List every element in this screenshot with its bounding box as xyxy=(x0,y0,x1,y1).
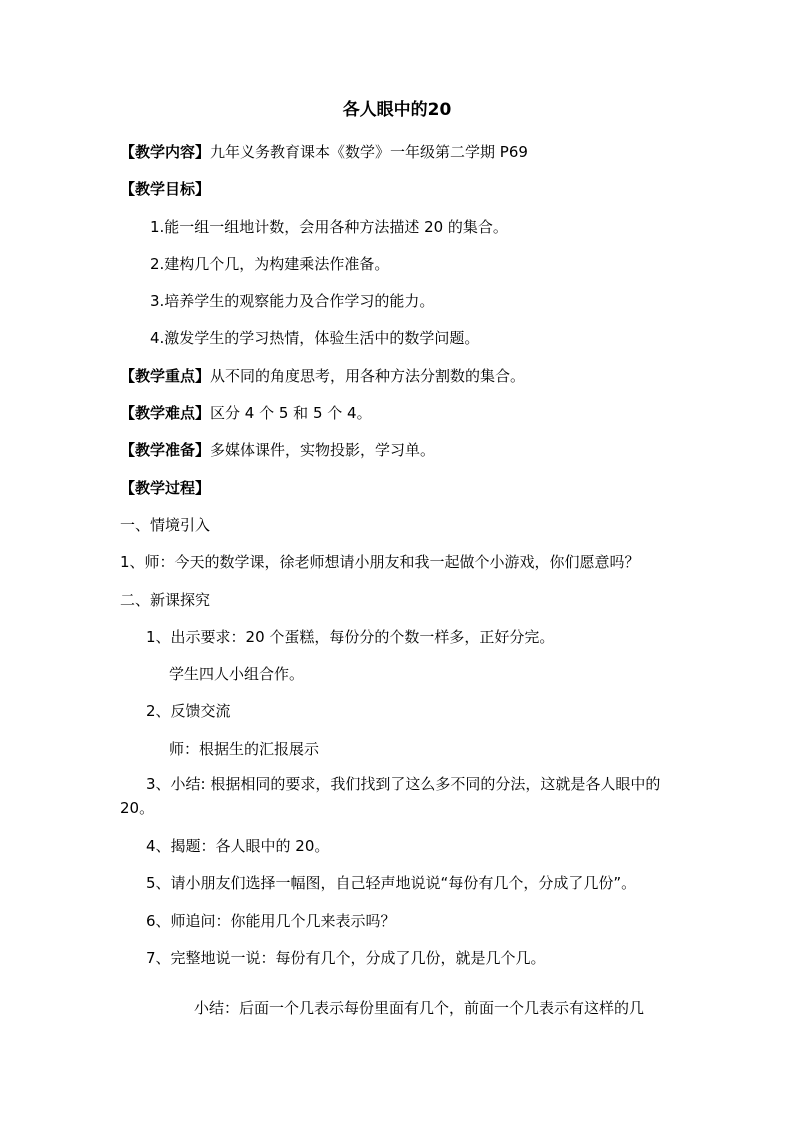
key-point-label: 【教学重点】 xyxy=(120,367,211,385)
step-item: 4、揭题：各人眼中的 20。 xyxy=(146,837,330,855)
step-item: 学生四人小组合作。 xyxy=(169,665,305,683)
teaching-content-label: 【教学内容】 xyxy=(120,143,211,161)
step-item: 小结：后面一个几表示每份里面有几个，前面一个几表示有这样的几 xyxy=(194,999,645,1017)
difficulty-line xyxy=(120,402,372,424)
preparation-label: 【教学准备】 xyxy=(120,441,211,459)
step-item: 5、请小朋友们选择一幅图，自己轻声地说说“每份有几个，分成了几份”。 xyxy=(146,874,637,892)
teaching-content-text: 九年义务教育课本《数学》一年级第二学期 P69 xyxy=(210,143,528,161)
key-point-line xyxy=(120,365,525,387)
step-item: 1、出示要求：20 个蛋糕，每份分的个数一样多，正好分完。 xyxy=(146,628,555,646)
teaching-content-line xyxy=(120,141,528,163)
difficulty-label: 【教学难点】 xyxy=(120,404,211,422)
teaching-goals-label: 【教学目标】 xyxy=(120,180,211,198)
document-title: 各人眼中的20 xyxy=(342,100,452,120)
part2-title: 二、新课探究 xyxy=(120,591,211,609)
step-item: 7、完整地说一说：每份有几个，分成了几份，就是几个几。 xyxy=(146,949,546,967)
preparation-line xyxy=(120,439,435,461)
goal-item: 1.能一组一组地计数，会用各种方法描述 20 的集合。 xyxy=(150,218,508,236)
part1-title: 一、情境引入 xyxy=(120,516,211,534)
step-item: 6、师追问：你能用几个几来表示吗？ xyxy=(146,912,396,930)
preparation-text: 多媒体课件，实物投影，学习单。 xyxy=(210,441,436,459)
goal-item: 2.建构几个几，为构建乘法作准备。 xyxy=(150,255,390,273)
step-item: 师：根据生的汇报展示 xyxy=(169,740,320,758)
part1-line: 1、师：今天的数学课，徐老师想请小朋友和我一起做个小游戏，你们愿意吗？ xyxy=(120,553,640,571)
step-item: 2、反馈交流 xyxy=(146,702,231,720)
goal-item: 4.激发学生的学习热情，体验生活中的数学问题。 xyxy=(150,329,480,347)
difficulty-text: 区分 4 个 5 和 5 个 4。 xyxy=(210,404,372,422)
step-item: 3、小结: 根据相同的要求，我们找到了这么多不同的分法，这就是各人眼中的 20。 xyxy=(120,775,661,817)
goal-item: 3.培养学生的观察能力及合作学习的能力。 xyxy=(150,292,435,310)
key-point-text: 从不同的角度思考，用各种方法分割数的集合。 xyxy=(210,367,526,385)
process-label: 【教学过程】 xyxy=(120,479,211,497)
